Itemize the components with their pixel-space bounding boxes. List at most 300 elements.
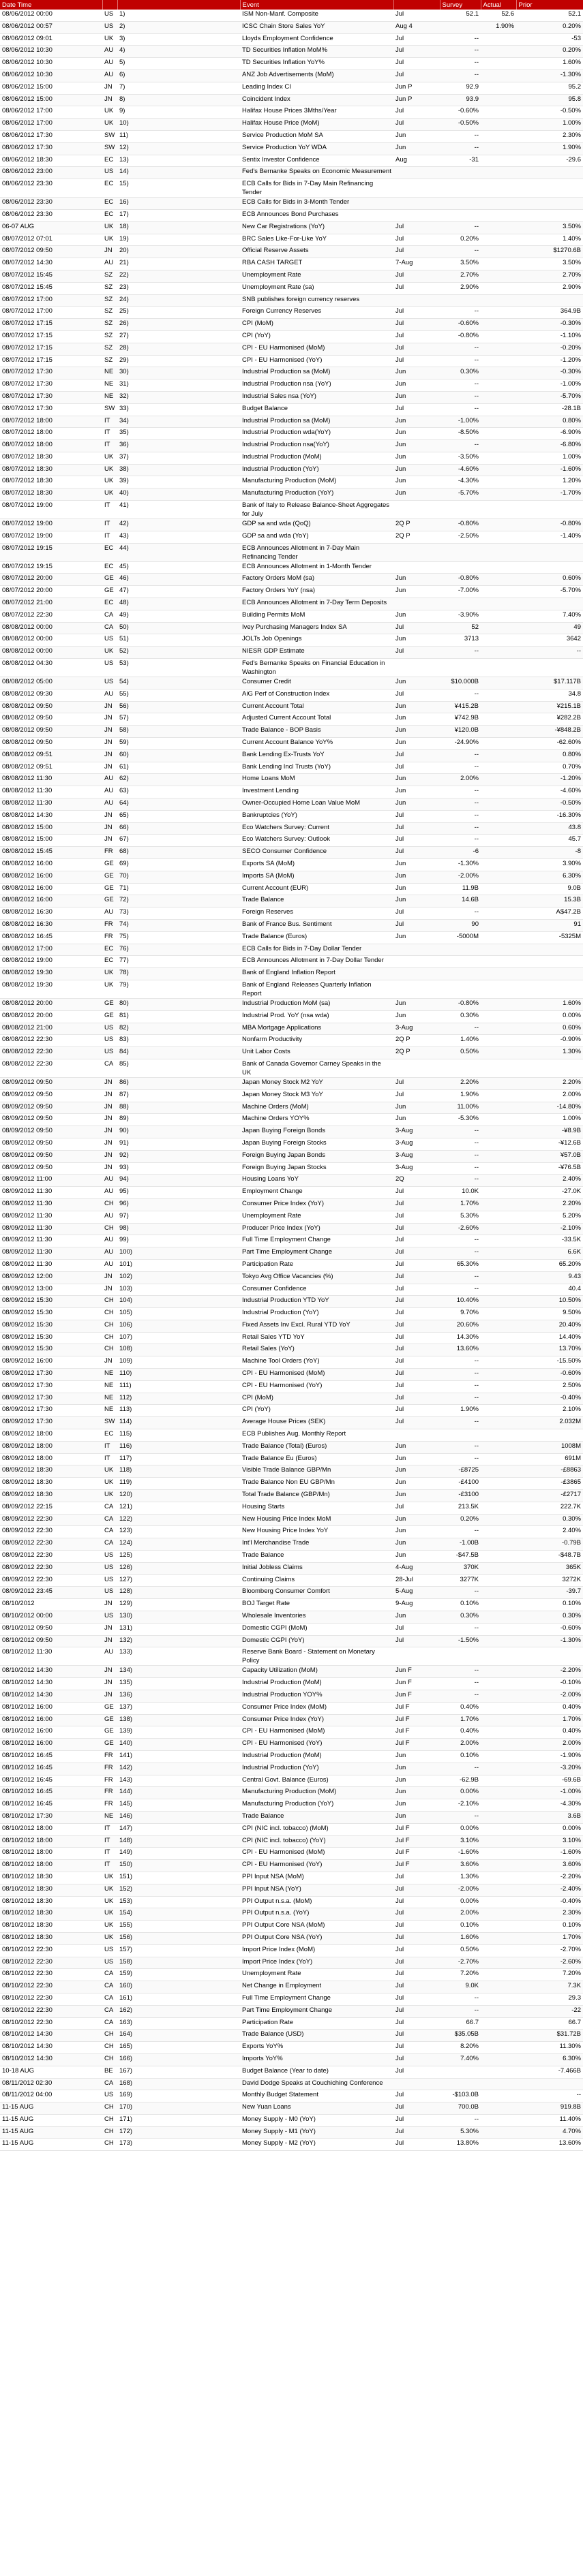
cell-number: 124) (117, 1538, 240, 1551)
cell-datetime: 08/09/2012 09:50 (0, 1077, 102, 1089)
cell-country: EC (102, 944, 117, 956)
cell-number: 21) (117, 258, 240, 270)
cell-country: UK (102, 106, 117, 119)
cell-country: CA (102, 610, 117, 622)
cell-actual (481, 1114, 516, 1126)
cell-datetime: 08/07/2012 07:01 (0, 234, 102, 246)
cell-survey: -$103.0B (440, 2090, 481, 2102)
cell-survey: ¥415.2B (440, 701, 481, 713)
table-row (0, 1562, 583, 1574)
cell-survey: 7.20% (440, 1969, 481, 1981)
cell-prior: -0.50% (516, 798, 583, 811)
cell-event: Sentix Investor Confidence (240, 155, 393, 167)
cell-number: 103) (117, 1284, 240, 1296)
cell-datetime: 08/08/2012 20:00 (0, 998, 102, 1010)
cell-prior: 1.70% (516, 1932, 583, 1944)
cell-prior: 11.40% (516, 2114, 583, 2126)
cell-period: 3-Aug (393, 1126, 440, 1138)
cell-actual (481, 221, 516, 234)
cell-event: Bloomberg Consumer Comfort (240, 1587, 393, 1599)
table-row (0, 1714, 583, 1726)
cell-event: Industrial Production YOY% (240, 1690, 393, 1703)
cell-period: Jul (393, 234, 440, 246)
cell-number: 91) (117, 1138, 240, 1150)
cell-prior: -5.70% (516, 391, 583, 403)
cell-country: CA (102, 2078, 117, 2090)
cell-number: 80) (117, 998, 240, 1010)
cell-event: Current Account Balance YoY% (240, 738, 393, 750)
cell-actual (481, 871, 516, 883)
cell-prior: -2.70% (516, 1944, 583, 1957)
cell-datetime: 08/09/2012 22:30 (0, 1538, 102, 1551)
cell-datetime: 08/07/2012 20:00 (0, 574, 102, 586)
table-row (0, 119, 583, 131)
cell-actual (481, 209, 516, 221)
cell-prior: 5.20% (516, 1211, 583, 1223)
cell-event: Industrial Production wda(YoY) (240, 428, 393, 440)
cell-number: 140) (117, 1739, 240, 1751)
cell-actual (481, 726, 516, 738)
cell-prior: -1.70% (516, 488, 583, 501)
cell-survey: -- (440, 440, 481, 452)
cell-event: CPI - EU Harmonised (YoY) (240, 355, 393, 367)
cell-survey (440, 598, 481, 610)
cell-country: US (102, 634, 117, 647)
table-row (0, 391, 583, 403)
cell-actual (481, 1211, 516, 1223)
cell-event: ECB Announces Allotment in 7-Day Dollar Tender (240, 956, 393, 968)
cell-datetime: 08/07/2012 17:30 (0, 403, 102, 416)
cell-survey: -- (440, 647, 481, 659)
cell-datetime: 08/09/2012 22:30 (0, 1551, 102, 1563)
cell-actual (481, 246, 516, 258)
cell-datetime: 08/08/2012 15:00 (0, 835, 102, 847)
cell-country: FR (102, 1787, 117, 1799)
cell-datetime: 08/06/2012 23:30 (0, 179, 102, 198)
cell-event: Bank of France Bus. Sentiment (240, 919, 393, 931)
cell-survey: -0.60% (440, 106, 481, 119)
cell-survey: -- (440, 2114, 481, 2126)
cell-actual (481, 859, 516, 871)
table-row (0, 1896, 583, 1908)
cell-datetime: 08/10/2012 18:30 (0, 1896, 102, 1908)
cell-datetime: 08/07/2012 18:00 (0, 428, 102, 440)
cell-survey: 2.00% (440, 1908, 481, 1921)
cell-prior: 13.60% (516, 2139, 583, 2151)
table-row (0, 1775, 583, 1787)
cell-datetime: 08/08/2012 11:30 (0, 774, 102, 786)
table-row (0, 1356, 583, 1369)
cell-period: 3-Aug (393, 1150, 440, 1162)
cell-survey: -£4100 (440, 1478, 481, 1490)
cell-datetime: 08/07/2012 19:00 (0, 501, 102, 519)
table-row (0, 1332, 583, 1344)
cell-survey: -- (440, 1526, 481, 1538)
cell-survey: 66.7 (440, 2017, 481, 2030)
cell-period: Jul (393, 1247, 440, 1260)
cell-country: JN (102, 1114, 117, 1126)
table-row (0, 258, 583, 270)
cell-country: UK (102, 1490, 117, 1502)
cell-survey: -- (440, 403, 481, 416)
cell-number: 98) (117, 1223, 240, 1235)
cell-actual (481, 1356, 516, 1369)
cell-prior: -8 (516, 847, 583, 859)
cell-prior: -22 (516, 2005, 583, 2017)
cell-number: 126) (117, 1562, 240, 1574)
cell-actual (481, 1702, 516, 1714)
cell-datetime: 11-15 AUG (0, 2102, 102, 2115)
cell-actual (481, 1453, 516, 1465)
cell-event: Industrial Production (MoM) (240, 1750, 393, 1763)
cell-prior: 14.40% (516, 1332, 583, 1344)
cell-datetime: 08/06/2012 09:01 (0, 33, 102, 46)
cell-period: Jul (393, 1957, 440, 1969)
cell-period: Jun (393, 738, 440, 750)
cell-prior: 1.60% (516, 998, 583, 1010)
cell-number: 56) (117, 701, 240, 713)
cell-period: Jun (393, 1811, 440, 1823)
cell-event: CPI (YoY) (240, 1405, 393, 1417)
cell-datetime: 08/06/2012 15:00 (0, 94, 102, 106)
cell-country: IT (102, 1441, 117, 1453)
cell-country: UK (102, 1921, 117, 1933)
cell-country: CA (102, 1981, 117, 1993)
cell-survey: -- (440, 1441, 481, 1453)
cell-country: JN (102, 1635, 117, 1647)
table-row (0, 956, 583, 968)
table-row (0, 1102, 583, 1114)
table-row (0, 2139, 583, 2151)
cell-survey: 3277K (440, 1574, 481, 1587)
cell-period: Jul (393, 1320, 440, 1332)
header-event: Event (240, 0, 393, 10)
cell-country: CH (102, 1308, 117, 1320)
table-row (0, 835, 583, 847)
cell-survey: -- (440, 355, 481, 367)
cell-actual (481, 713, 516, 726)
cell-prior: 95.8 (516, 94, 583, 106)
table-row (0, 1921, 583, 1933)
cell-actual (481, 531, 516, 543)
cell-number: 65) (117, 810, 240, 822)
cell-number: 135) (117, 1678, 240, 1690)
cell-survey: -- (440, 130, 481, 142)
cell-actual (481, 69, 516, 82)
table-row (0, 586, 583, 598)
table-row (0, 1223, 583, 1235)
cell-event: Visible Trade Balance GBP/Mn (240, 1465, 393, 1478)
cell-prior: 2.40% (516, 1526, 583, 1538)
cell-event: Total Trade Balance (GBP/Mn) (240, 1490, 393, 1502)
cell-actual (481, 58, 516, 70)
cell-number: 156) (117, 1932, 240, 1944)
cell-period: Jun (393, 379, 440, 392)
cell-prior: 3272K (516, 1574, 583, 1587)
cell-datetime: 08/08/2012 19:30 (0, 968, 102, 980)
cell-country: JN (102, 738, 117, 750)
cell-actual (481, 944, 516, 956)
cell-period: Jul (393, 1884, 440, 1896)
cell-event: PPI Input NSA (MoM) (240, 1872, 393, 1884)
table-row (0, 1429, 583, 1442)
cell-survey (440, 561, 481, 574)
cell-number: 125) (117, 1551, 240, 1563)
cell-period: Jul (393, 1921, 440, 1933)
cell-event: CPI (YoY) (240, 330, 393, 343)
cell-prior: 919.8B (516, 2102, 583, 2115)
cell-actual (481, 1623, 516, 1635)
cell-country: AU (102, 1235, 117, 1247)
cell-number: 118) (117, 1465, 240, 1478)
cell-number: 70) (117, 871, 240, 883)
cell-period: Jul (393, 403, 440, 416)
cell-country: AU (102, 907, 117, 920)
cell-prior: 0.20% (516, 21, 583, 33)
cell-country: FR (102, 931, 117, 944)
cell-number: 33) (117, 403, 240, 416)
table-row (0, 1611, 583, 1624)
cell-number: 77) (117, 956, 240, 968)
table-row (0, 1538, 583, 1551)
cell-event: PPI Output Core NSA (YoY) (240, 1932, 393, 1944)
cell-prior: -69.6B (516, 1775, 583, 1787)
cell-datetime: 08/08/2012 00:00 (0, 622, 102, 634)
cell-actual: 52.6 (481, 10, 516, 21)
table-row (0, 786, 583, 798)
cell-period: Jul (393, 1405, 440, 1417)
cell-actual (481, 907, 516, 920)
cell-number: 129) (117, 1599, 240, 1611)
cell-event: CPI - EU Harmonised (MoM) (240, 1369, 393, 1381)
cell-actual (481, 367, 516, 379)
cell-event: Industrial Production (YoY) (240, 1308, 393, 1320)
cell-country: US (102, 1574, 117, 1587)
cell-actual (481, 1223, 516, 1235)
cell-event: Net Change in Employment (240, 1981, 393, 1993)
cell-prior (516, 598, 583, 610)
cell-number: 37) (117, 452, 240, 464)
cell-survey: -1.60% (440, 1848, 481, 1860)
cell-prior (516, 294, 583, 307)
cell-event: Participation Rate (240, 2017, 393, 2030)
cell-actual (481, 1587, 516, 1599)
cell-datetime: 08/09/2012 15:30 (0, 1344, 102, 1356)
table-row (0, 2066, 583, 2078)
table-row (0, 561, 583, 574)
cell-period: Jul F (393, 1835, 440, 1848)
cell-actual (481, 33, 516, 46)
cell-number: 155) (117, 1921, 240, 1933)
cell-survey: -- (440, 307, 481, 319)
cell-number: 171) (117, 2114, 240, 2126)
cell-survey: 2.20% (440, 1077, 481, 1089)
cell-country: JN (102, 1126, 117, 1138)
cell-period (393, 179, 440, 198)
cell-prior: 2.00% (516, 1089, 583, 1102)
cell-prior: -1.60% (516, 1848, 583, 1860)
cell-period: Jun (393, 1490, 440, 1502)
cell-number: 69) (117, 859, 240, 871)
cell-survey: -- (440, 2005, 481, 2017)
cell-survey: -- (440, 142, 481, 155)
cell-prior: 29.3 (516, 1993, 583, 2005)
cell-actual (481, 762, 516, 774)
cell-datetime: 08/09/2012 11:30 (0, 1187, 102, 1199)
cell-actual (481, 501, 516, 519)
cell-survey: -5.30% (440, 1114, 481, 1126)
cell-survey: 1.70% (440, 1198, 481, 1211)
cell-number: 29) (117, 355, 240, 367)
cell-survey: -- (440, 907, 481, 920)
cell-actual (481, 355, 516, 367)
table-row (0, 270, 583, 282)
cell-number: 148) (117, 1835, 240, 1848)
cell-datetime: 08/06/2012 23:00 (0, 167, 102, 179)
cell-datetime: 08/10/2012 22:30 (0, 1981, 102, 1993)
cell-period: Jun (393, 574, 440, 586)
cell-number: 112) (117, 1393, 240, 1405)
cell-number: 138) (117, 1714, 240, 1726)
cell-datetime: 08/11/2012 02:30 (0, 2078, 102, 2090)
cell-event: Trade Balance (240, 1551, 393, 1563)
cell-prior: -1.60% (516, 464, 583, 476)
cell-prior: 0.60% (516, 574, 583, 586)
cell-actual (481, 786, 516, 798)
cell-period: Jul (393, 2102, 440, 2115)
cell-datetime: 08/08/2012 09:50 (0, 726, 102, 738)
cell-period: Jul (393, 307, 440, 319)
cell-number: 144) (117, 1787, 240, 1799)
cell-actual (481, 968, 516, 980)
cell-country: CA (102, 1538, 117, 1551)
table-row (0, 1308, 583, 1320)
cell-datetime: 08/09/2012 11:00 (0, 1175, 102, 1187)
header-survey: Survey (440, 0, 481, 10)
cell-event: CPI - EU Harmonised (MoM) (240, 343, 393, 355)
cell-prior: -- (516, 2090, 583, 2102)
cell-period: Jul (393, 1344, 440, 1356)
cell-datetime: 08/06/2012 00:00 (0, 10, 102, 21)
cell-survey: 0.20% (440, 234, 481, 246)
cell-survey: 2.00% (440, 774, 481, 786)
cell-survey: 10.40% (440, 1296, 481, 1308)
cell-datetime: 08/09/2012 09:50 (0, 1126, 102, 1138)
cell-prior: 1.20% (516, 476, 583, 488)
cell-prior: -1.20% (516, 355, 583, 367)
cell-survey: -- (440, 1811, 481, 1823)
cell-datetime: 08/10/2012 22:30 (0, 1969, 102, 1981)
cell-survey: -2.00% (440, 1884, 481, 1896)
cell-prior: 2.00% (516, 1739, 583, 1751)
cell-datetime: 08/07/2012 09:50 (0, 246, 102, 258)
cell-period (393, 2078, 440, 2090)
cell-survey: 0.40% (440, 1726, 481, 1739)
cell-survey: -7.00% (440, 586, 481, 598)
table-row (0, 1047, 583, 1059)
cell-event: New Housing Price Index MoM (240, 1514, 393, 1526)
cell-datetime: 08/09/2012 22:30 (0, 1574, 102, 1587)
cell-datetime: 08/07/2012 17:00 (0, 307, 102, 319)
cell-actual (481, 1981, 516, 1993)
cell-period (393, 956, 440, 968)
cell-event: Consumer Price Index (MoM) (240, 1702, 393, 1714)
cell-country: SZ (102, 355, 117, 367)
cell-survey: 1.90% (440, 1089, 481, 1102)
cell-event: Bank of England Releases Quarterly Inflation Report (240, 980, 393, 998)
table-row (0, 1441, 583, 1453)
cell-event: Industrial Production (MoM) (240, 1678, 393, 1690)
cell-actual (481, 1611, 516, 1624)
cell-number: 142) (117, 1763, 240, 1775)
cell-period: Jul (393, 622, 440, 634)
cell-prior: 0.10% (516, 1921, 583, 1933)
cell-event: Monthly Budget Statement (240, 2090, 393, 2102)
cell-survey: 0.00% (440, 1787, 481, 1799)
cell-country: SZ (102, 307, 117, 319)
cell-event: ECB Calls for Bids in 7-Day Dollar Tender (240, 944, 393, 956)
cell-country: IT (102, 416, 117, 428)
cell-actual (481, 1429, 516, 1442)
table-row (0, 167, 583, 179)
cell-number: 6) (117, 69, 240, 82)
cell-period: Jun (393, 895, 440, 907)
cell-country: AU (102, 786, 117, 798)
cell-period: Jun P (393, 82, 440, 94)
cell-actual (481, 798, 516, 811)
cell-datetime: 08/08/2012 15:45 (0, 847, 102, 859)
cell-event: ECB Announces Bond Purchases (240, 209, 393, 221)
cell-number: 14) (117, 167, 240, 179)
cell-actual (481, 1187, 516, 1199)
cell-period: Jul (393, 46, 440, 58)
table-row (0, 968, 583, 980)
cell-actual (481, 1320, 516, 1332)
cell-datetime: 08/09/2012 15:30 (0, 1296, 102, 1308)
cell-survey (440, 294, 481, 307)
cell-actual (481, 1047, 516, 1059)
table-row (0, 1478, 583, 1490)
cell-number: 62) (117, 774, 240, 786)
cell-period: Jul (393, 762, 440, 774)
cell-country: EC (102, 155, 117, 167)
cell-number: 100) (117, 1247, 240, 1260)
cell-survey: -4.60% (440, 464, 481, 476)
cell-prior: -0.40% (516, 1393, 583, 1405)
cell-country: GE (102, 1739, 117, 1751)
table-row (0, 859, 583, 871)
cell-number: 47) (117, 586, 240, 598)
cell-survey: -- (440, 1235, 481, 1247)
cell-actual (481, 1860, 516, 1872)
cell-country: NE (102, 367, 117, 379)
cell-survey: -0.60% (440, 319, 481, 331)
cell-datetime: 08/10/2012 00:00 (0, 1611, 102, 1624)
cell-prior (516, 956, 583, 968)
table-row (0, 1296, 583, 1308)
cell-number: 2) (117, 21, 240, 33)
cell-country: UK (102, 1908, 117, 1921)
cell-survey: -1.00% (440, 416, 481, 428)
cell-datetime: 08/08/2012 16:00 (0, 859, 102, 871)
cell-datetime: 08/08/2012 09:50 (0, 738, 102, 750)
cell-country: GE (102, 998, 117, 1010)
cell-number: 15) (117, 179, 240, 198)
cell-actual (481, 428, 516, 440)
cell-event: Manufacturing Production (MoM) (240, 1787, 393, 1799)
table-row (0, 1380, 583, 1393)
table-row (0, 1551, 583, 1563)
